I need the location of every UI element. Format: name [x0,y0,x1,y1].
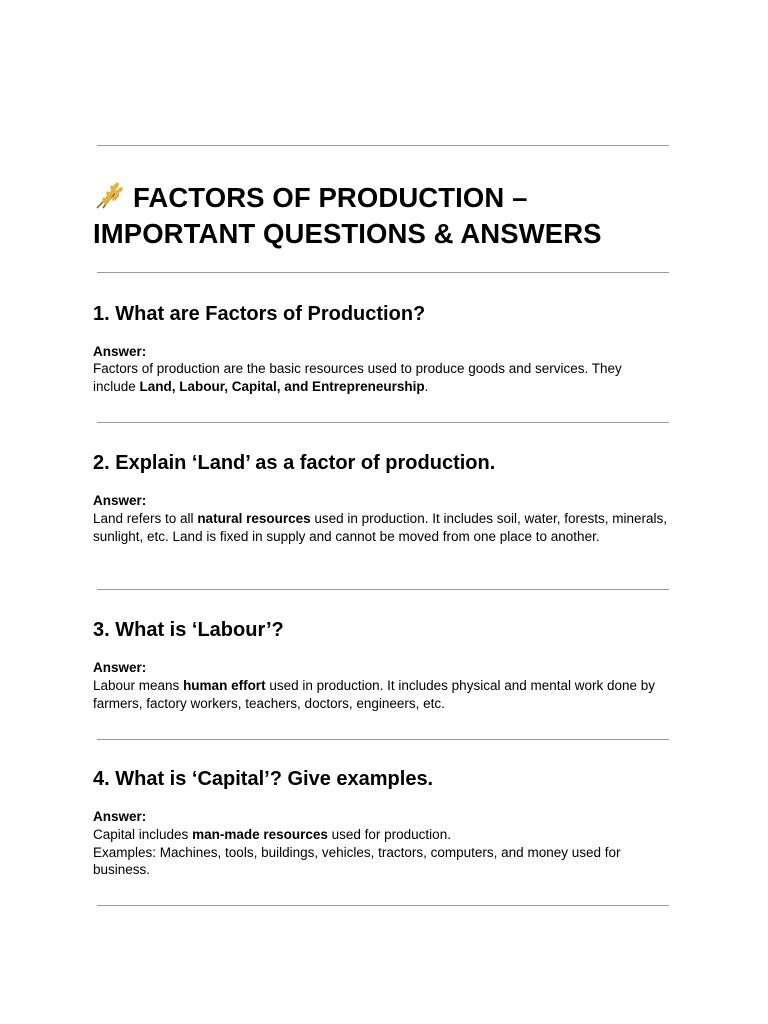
answer-key-terms: natural resources [197,511,311,526]
answer-text-part: used in production. It includes physical and mental work done by farmers, factory workers, teachers, doctors, engineers, etc. [93,678,656,711]
answer-text-part: used for production. [327,827,451,842]
question-heading: 3. What is ‘Labour’? [93,619,284,641]
horizontal-divider [97,272,669,273]
answer-label: Answer: [93,809,147,824]
answer-text-part: Capital includes [93,827,193,842]
answer-key-terms: Land, Labour, Capital, and Entrepreneurship [139,378,425,394]
answer-label: Answer: [93,344,147,359]
sheaf-of-rice-icon [93,180,127,210]
question-heading: 4. What is ‘Capital’? Give examples. [93,768,434,790]
page-title [93,180,693,252]
horizontal-divider [97,589,669,590]
answer-text [93,677,668,712]
horizontal-divider [97,145,669,146]
answer-text [93,826,668,879]
answer-key-terms: human effort [183,678,266,693]
answer-text-part: . [424,378,429,394]
answer-key-terms: man-made resources [192,827,328,842]
answer-text-part: Labour means [93,678,184,693]
question-heading: 2. Explain ‘Land’ as a factor of production. [93,452,496,474]
answer-examples: Examples: Machines, tools, buildings, vehicles, tractors, computers, and money used for business. [93,844,621,877]
answer-label: Answer: [93,660,147,675]
question-heading: 1. What are Factors of Production? [93,303,426,325]
title-line-1: FACTORS OF PRODUCTION – [133,182,528,213]
answer-text-part: Factors of production are the basic resources used to produce goods and services. They include [93,361,622,394]
horizontal-divider [97,905,669,906]
answer-text [93,360,668,395]
answer-text [93,510,668,545]
answer-label: Answer: [93,493,147,508]
title-line-2: IMPORTANT QUESTIONS & ANSWERS [93,218,602,249]
answer-text-part: used in production. It includes soil, water, forests, minerals, sunlight, etc. Land is fixed in supply and cannot be moved from one place to another. [93,511,668,544]
horizontal-divider [97,422,669,423]
answer-text-part: Land refers to all [93,511,198,526]
horizontal-divider [97,739,669,740]
